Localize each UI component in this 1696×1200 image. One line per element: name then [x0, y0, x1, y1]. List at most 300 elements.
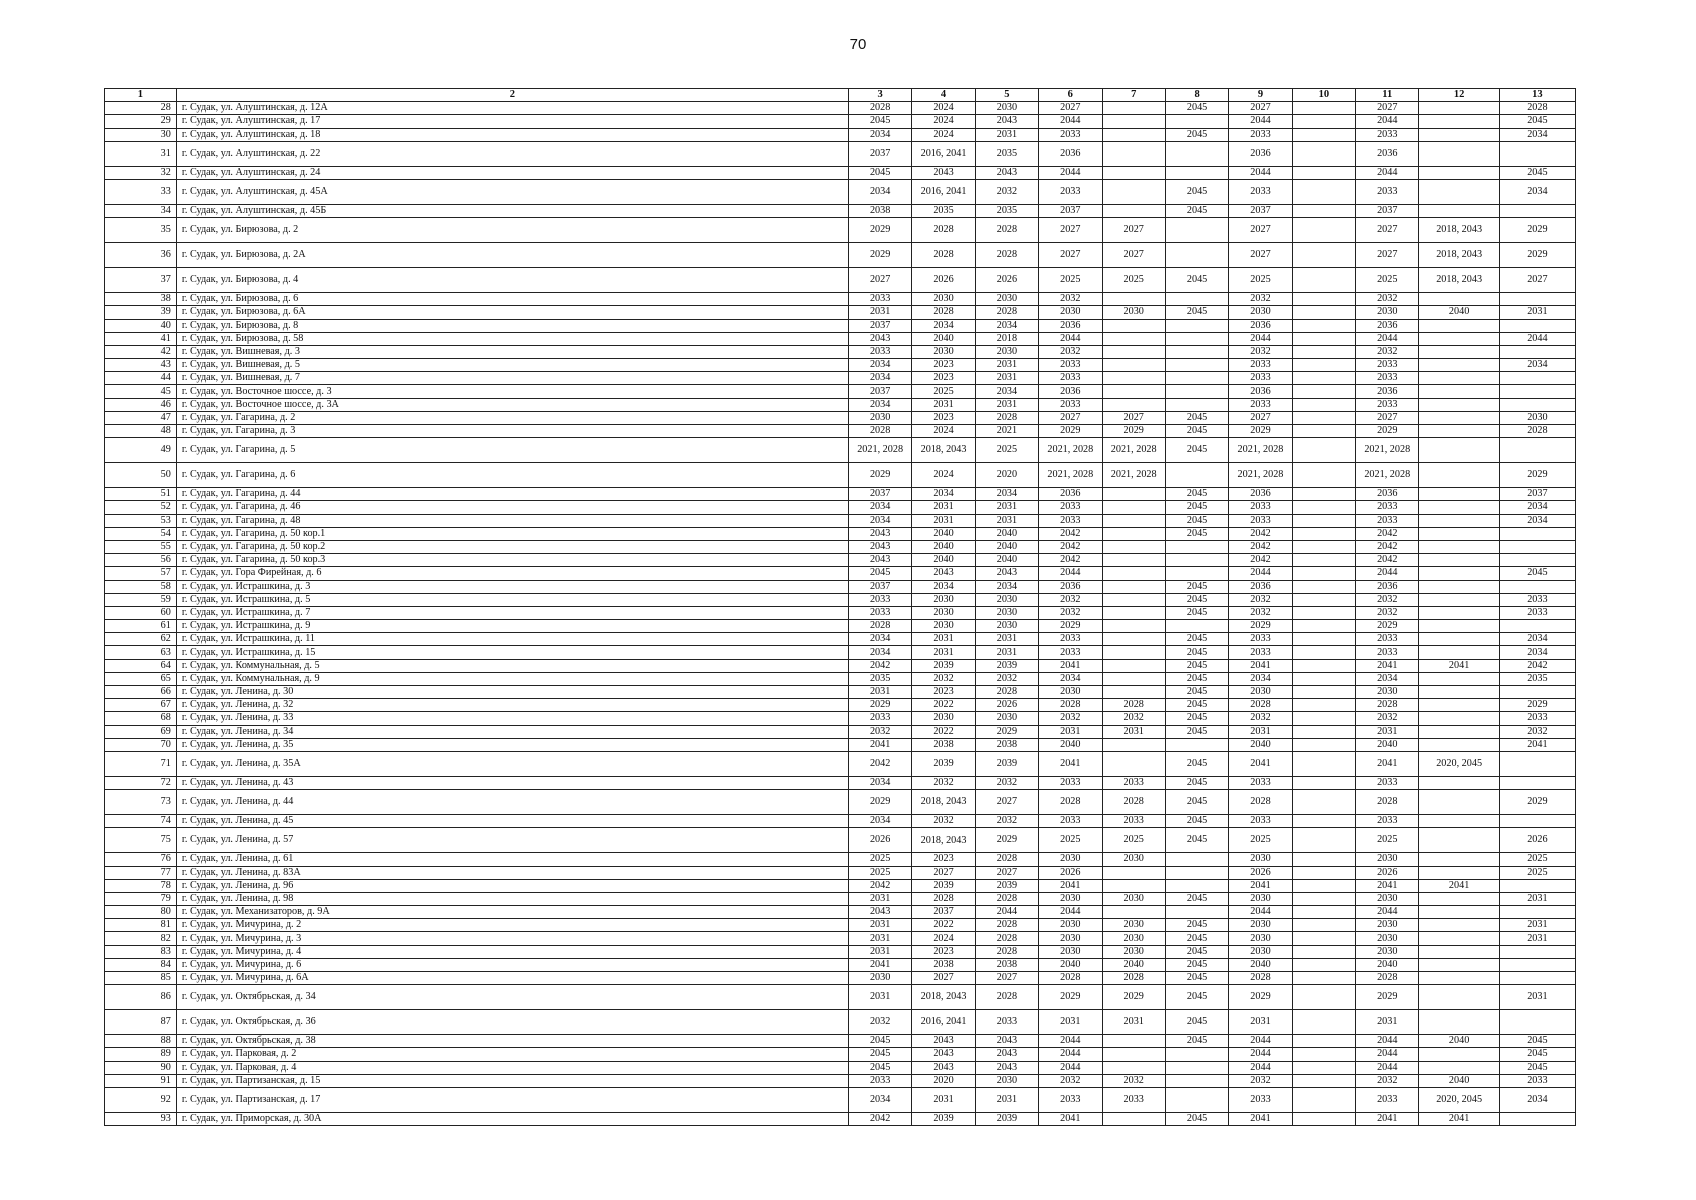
address-cell: г. Судак, ул. Истрашкина, д. 15	[176, 646, 848, 659]
address-cell: г. Судак, ул. Парковая, д. 2	[176, 1048, 848, 1061]
year-cell: 2043	[848, 332, 911, 345]
year-cell: 2027	[912, 972, 975, 985]
year-cell: 2040	[912, 540, 975, 553]
column-header-13: 13	[1499, 89, 1575, 102]
year-cell: 2034	[848, 128, 911, 141]
year-cell: 2030	[1229, 686, 1292, 699]
year-cell: 2045	[1165, 776, 1228, 789]
table-row	[105, 1074, 1576, 1087]
year-cell: 2033	[848, 1074, 911, 1087]
year-cell: 2025	[912, 385, 975, 398]
year-cell: 2031	[975, 514, 1038, 527]
row-number-cell: 72	[105, 776, 177, 789]
year-cell: 2028	[1229, 699, 1292, 712]
table-row	[105, 359, 1576, 372]
year-cell: 2030	[1356, 306, 1419, 319]
row-number-cell: 86	[105, 985, 177, 1010]
year-cell	[1292, 514, 1355, 527]
year-cell: 2033	[1229, 372, 1292, 385]
year-cell	[1292, 919, 1355, 932]
row-number-cell: 93	[105, 1112, 177, 1125]
column-header-4: 4	[912, 89, 975, 102]
year-cell	[1499, 776, 1575, 789]
year-cell: 2045	[1165, 815, 1228, 828]
year-cell: 2029	[1499, 790, 1575, 815]
year-cell: 2029	[1356, 620, 1419, 633]
year-cell: 2037	[912, 906, 975, 919]
address-cell: г. Судак, ул. Восточное шоссе, д. 3	[176, 385, 848, 398]
year-cell	[1292, 593, 1355, 606]
year-cell: 2031	[912, 501, 975, 514]
year-cell	[1419, 699, 1499, 712]
year-cell: 2045	[1165, 686, 1228, 699]
year-cell	[1165, 359, 1228, 372]
address-cell: г. Судак, ул. Алуштинская, д. 45Б	[176, 204, 848, 217]
year-cell	[1165, 218, 1228, 243]
table-row	[105, 514, 1576, 527]
year-cell: 2016, 2041	[912, 141, 975, 166]
table-row	[105, 527, 1576, 540]
year-cell: 2036	[1229, 488, 1292, 501]
year-cell	[1419, 815, 1499, 828]
row-number-cell: 52	[105, 501, 177, 514]
year-cell	[1499, 879, 1575, 892]
year-cell: 2027	[975, 790, 1038, 815]
year-cell: 2033	[1039, 398, 1102, 411]
year-cell	[1165, 866, 1228, 879]
year-cell: 2043	[912, 1061, 975, 1074]
table-row	[105, 1112, 1576, 1125]
year-cell: 2040	[912, 554, 975, 567]
year-cell	[1419, 438, 1499, 463]
year-cell	[1292, 672, 1355, 685]
year-cell: 2025	[1229, 268, 1292, 293]
year-cell: 2042	[848, 1112, 911, 1125]
year-cell	[1165, 906, 1228, 919]
year-cell	[1419, 204, 1499, 217]
year-cell: 2041	[1039, 1112, 1102, 1125]
year-cell	[1292, 985, 1355, 1010]
year-cell	[1499, 1010, 1575, 1035]
year-cell: 2044	[1039, 1061, 1102, 1074]
row-number-cell: 66	[105, 686, 177, 699]
table-row	[105, 411, 1576, 424]
year-cell: 2044	[1039, 115, 1102, 128]
year-cell: 2044	[1356, 332, 1419, 345]
year-cell: 2033	[848, 606, 911, 619]
year-cell: 2028	[848, 620, 911, 633]
year-cell: 2040	[1102, 958, 1165, 971]
year-cell: 2030	[975, 293, 1038, 306]
row-number-cell: 91	[105, 1074, 177, 1087]
table-row	[105, 919, 1576, 932]
year-cell: 2032	[1039, 293, 1102, 306]
row-number-cell: 78	[105, 879, 177, 892]
year-cell	[1419, 593, 1499, 606]
address-cell: г. Судак, ул. Алуштинская, д. 17	[176, 115, 848, 128]
year-cell: 2028	[912, 892, 975, 905]
year-cell	[1419, 712, 1499, 725]
year-cell: 2030	[1356, 892, 1419, 905]
year-cell	[1499, 620, 1575, 633]
year-cell: 2033	[1499, 606, 1575, 619]
table-row	[105, 102, 1576, 115]
year-cell	[1165, 567, 1228, 580]
year-cell: 2031	[1499, 985, 1575, 1010]
year-cell: 2042	[1229, 540, 1292, 553]
year-cell: 2034	[1499, 359, 1575, 372]
year-cell: 2027	[848, 268, 911, 293]
year-cell: 2033	[1229, 514, 1292, 527]
address-cell: г. Судак, ул. Гагарина, д. 44	[176, 488, 848, 501]
year-cell: 2034	[1356, 672, 1419, 685]
row-number-cell: 89	[105, 1048, 177, 1061]
year-cell: 2033	[1356, 501, 1419, 514]
address-cell: г. Судак, ул. Октябрьская, д. 34	[176, 985, 848, 1010]
table-row	[105, 932, 1576, 945]
year-cell: 2032	[1039, 593, 1102, 606]
year-cell: 2045	[1165, 268, 1228, 293]
year-cell: 2042	[1499, 659, 1575, 672]
year-cell: 2037	[848, 580, 911, 593]
year-cell: 2045	[1165, 828, 1228, 853]
year-cell: 2044	[1229, 166, 1292, 179]
year-cell: 2039	[912, 751, 975, 776]
header-row	[105, 89, 1576, 102]
year-cell: 2033	[1229, 128, 1292, 141]
year-cell: 2030	[1356, 686, 1419, 699]
table-row	[105, 128, 1576, 141]
year-cell	[1419, 866, 1499, 879]
year-cell: 2045	[1165, 204, 1228, 217]
year-cell: 2033	[1229, 1087, 1292, 1112]
year-cell	[1499, 527, 1575, 540]
year-cell	[1292, 776, 1355, 789]
year-cell: 2045	[1165, 306, 1228, 319]
year-cell: 2042	[1039, 540, 1102, 553]
year-cell	[1419, 828, 1499, 853]
year-cell	[1292, 738, 1355, 751]
year-cell	[1102, 879, 1165, 892]
year-cell	[1165, 166, 1228, 179]
year-cell: 2022	[912, 699, 975, 712]
address-cell: г. Судак, ул. Истрашкина, д. 11	[176, 633, 848, 646]
year-cell	[1102, 1035, 1165, 1048]
year-cell	[1102, 1061, 1165, 1074]
year-cell: 2027	[1356, 102, 1419, 115]
year-cell	[1499, 1112, 1575, 1125]
address-cell: г. Судак, ул. Ленина, д. 30	[176, 686, 848, 699]
year-cell: 2045	[1165, 751, 1228, 776]
year-cell: 2028	[975, 411, 1038, 424]
year-cell	[1499, 293, 1575, 306]
year-cell: 2045	[1165, 932, 1228, 945]
table-row	[105, 606, 1576, 619]
year-cell	[1292, 633, 1355, 646]
year-cell: 2040	[975, 527, 1038, 540]
year-cell	[1102, 567, 1165, 580]
year-cell: 2030	[1102, 853, 1165, 866]
address-cell: г. Судак, ул. Восточное шоссе, д. 3А	[176, 398, 848, 411]
year-cell: 2033	[1229, 359, 1292, 372]
year-cell: 2040	[912, 527, 975, 540]
row-number-cell: 54	[105, 527, 177, 540]
year-cell	[1102, 1048, 1165, 1061]
year-cell	[1419, 554, 1499, 567]
address-cell: г. Судак, ул. Октябрьская, д. 36	[176, 1010, 848, 1035]
table-row	[105, 985, 1576, 1010]
year-cell: 2025	[1499, 866, 1575, 879]
year-cell: 2027	[975, 972, 1038, 985]
year-cell	[1165, 879, 1228, 892]
address-cell: г. Судак, ул. Ленина, д. 98	[176, 892, 848, 905]
year-cell	[1419, 293, 1499, 306]
year-cell: 2030	[1229, 945, 1292, 958]
table-row	[105, 345, 1576, 358]
year-cell: 2045	[1165, 580, 1228, 593]
year-cell: 2044	[1039, 166, 1102, 179]
year-cell: 2042	[1229, 527, 1292, 540]
year-cell: 2044	[1039, 906, 1102, 919]
row-number-cell: 68	[105, 712, 177, 725]
year-cell: 2032	[1229, 712, 1292, 725]
year-cell: 2043	[848, 540, 911, 553]
year-cell: 2016, 2041	[912, 1010, 975, 1035]
year-cell: 2029	[848, 790, 911, 815]
address-cell: г. Судак, ул. Алуштинская, д. 18	[176, 128, 848, 141]
row-number-cell: 49	[105, 438, 177, 463]
year-cell: 2045	[1165, 488, 1228, 501]
year-cell: 2033	[1229, 776, 1292, 789]
year-cell	[1292, 102, 1355, 115]
year-cell: 2042	[848, 879, 911, 892]
year-cell	[1292, 319, 1355, 332]
year-cell: 2034	[912, 580, 975, 593]
year-cell: 2029	[1499, 463, 1575, 488]
year-cell: 2034	[912, 488, 975, 501]
year-cell: 2042	[1356, 540, 1419, 553]
address-cell: г. Судак, ул. Бирюзова, д. 6А	[176, 306, 848, 319]
year-cell	[1292, 179, 1355, 204]
year-cell: 2032	[848, 725, 911, 738]
year-cell: 2040	[1229, 958, 1292, 971]
year-cell: 2018, 2043	[912, 438, 975, 463]
year-cell	[1292, 1010, 1355, 1035]
year-cell: 2030	[1102, 945, 1165, 958]
year-cell: 2030	[1039, 306, 1102, 319]
year-cell: 2031	[848, 919, 911, 932]
address-cell: г. Судак, ул. Бирюзова, д. 6	[176, 293, 848, 306]
year-cell	[1292, 1112, 1355, 1125]
row-number-cell: 30	[105, 128, 177, 141]
year-cell: 2028	[848, 425, 911, 438]
year-cell: 2033	[1499, 1074, 1575, 1087]
year-cell	[1499, 540, 1575, 553]
address-cell: г. Судак, ул. Гора Фирейная, д. 6	[176, 567, 848, 580]
year-cell: 2027	[1102, 243, 1165, 268]
year-cell: 2030	[1102, 932, 1165, 945]
year-cell: 2028	[1039, 699, 1102, 712]
year-cell: 2023	[912, 359, 975, 372]
year-cell: 2027	[1039, 411, 1102, 424]
year-cell	[1102, 580, 1165, 593]
table-row	[105, 738, 1576, 751]
year-cell: 2031	[848, 945, 911, 958]
address-cell: г. Судак, ул. Мичурина, д. 3	[176, 932, 848, 945]
year-cell: 2043	[912, 166, 975, 179]
row-number-cell: 61	[105, 620, 177, 633]
address-cell: г. Судак, ул. Ленина, д. 35	[176, 738, 848, 751]
year-cell: 2026	[975, 268, 1038, 293]
year-cell: 2030	[1039, 853, 1102, 866]
year-cell: 2026	[1499, 828, 1575, 853]
year-cell: 2018, 2043	[1419, 218, 1499, 243]
year-cell	[1419, 919, 1499, 932]
year-cell: 2028	[1102, 972, 1165, 985]
year-cell: 2025	[1356, 268, 1419, 293]
table-row	[105, 306, 1576, 319]
year-cell: 2045	[1499, 1035, 1575, 1048]
year-cell	[1292, 359, 1355, 372]
year-cell: 2031	[848, 932, 911, 945]
year-cell	[1165, 243, 1228, 268]
year-cell	[1102, 332, 1165, 345]
address-cell: г. Судак, ул. Вишневая, д. 5	[176, 359, 848, 372]
year-cell: 2044	[1499, 332, 1575, 345]
column-header-10: 10	[1292, 89, 1355, 102]
year-cell: 2018, 2043	[912, 828, 975, 853]
year-cell: 2035	[975, 204, 1038, 217]
row-number-cell: 56	[105, 554, 177, 567]
year-cell	[1419, 790, 1499, 815]
year-cell	[1419, 540, 1499, 553]
year-cell	[1419, 514, 1499, 527]
year-cell: 2025	[1499, 853, 1575, 866]
year-cell: 2033	[1039, 128, 1102, 141]
year-cell	[1419, 385, 1499, 398]
year-cell	[1165, 345, 1228, 358]
year-cell	[1165, 385, 1228, 398]
year-cell: 2028	[912, 218, 975, 243]
year-cell: 2030	[1229, 306, 1292, 319]
year-cell: 2034	[1499, 633, 1575, 646]
year-cell	[1419, 853, 1499, 866]
table-row	[105, 463, 1576, 488]
year-cell: 2039	[975, 879, 1038, 892]
year-cell	[1292, 372, 1355, 385]
address-cell: г. Судак, ул. Гагарина, д. 50 кор.2	[176, 540, 848, 553]
year-cell: 2030	[1102, 892, 1165, 905]
year-cell: 2039	[975, 1112, 1038, 1125]
year-cell	[1419, 972, 1499, 985]
table-row	[105, 540, 1576, 553]
year-cell: 2031	[1102, 1010, 1165, 1035]
row-number-cell: 39	[105, 306, 177, 319]
year-cell	[1419, 463, 1499, 488]
year-cell: 2029	[1229, 985, 1292, 1010]
year-cell	[1102, 906, 1165, 919]
year-cell	[1102, 166, 1165, 179]
year-cell	[1102, 686, 1165, 699]
address-cell: г. Судак, ул. Истрашкина, д. 7	[176, 606, 848, 619]
year-cell	[1419, 501, 1499, 514]
year-cell: 2026	[848, 828, 911, 853]
year-cell: 2037	[848, 141, 911, 166]
year-cell: 2045	[1165, 659, 1228, 672]
year-cell: 2033	[1039, 179, 1102, 204]
year-cell: 2033	[1356, 646, 1419, 659]
year-cell: 2038	[912, 958, 975, 971]
table-row	[105, 1087, 1576, 1112]
year-cell: 2029	[1039, 425, 1102, 438]
year-cell: 2036	[1229, 319, 1292, 332]
year-cell: 2042	[848, 659, 911, 672]
year-cell: 2029	[1499, 218, 1575, 243]
year-cell: 2031	[1356, 725, 1419, 738]
row-number-cell: 37	[105, 268, 177, 293]
address-cell: г. Судак, ул. Бирюзова, д. 4	[176, 268, 848, 293]
year-cell: 2034	[975, 319, 1038, 332]
year-cell: 2044	[1229, 1035, 1292, 1048]
year-cell: 2021, 2028	[1039, 438, 1102, 463]
year-cell: 2032	[1356, 1074, 1419, 1087]
year-cell: 2027	[1229, 243, 1292, 268]
year-cell	[1165, 115, 1228, 128]
year-cell: 2036	[1039, 488, 1102, 501]
year-cell	[1292, 906, 1355, 919]
year-cell: 2030	[1356, 932, 1419, 945]
table-row	[105, 672, 1576, 685]
year-cell: 2041	[848, 958, 911, 971]
year-cell: 2027	[1102, 218, 1165, 243]
year-cell: 2029	[1102, 985, 1165, 1010]
year-cell: 2044	[1229, 567, 1292, 580]
table-row	[105, 204, 1576, 217]
row-number-cell: 75	[105, 828, 177, 853]
year-cell: 2031	[1229, 725, 1292, 738]
year-cell: 2030	[975, 606, 1038, 619]
year-cell	[1419, 958, 1499, 971]
year-cell: 2032	[1356, 293, 1419, 306]
row-number-cell: 87	[105, 1010, 177, 1035]
year-cell: 2040	[1419, 1035, 1499, 1048]
year-cell: 2032	[912, 672, 975, 685]
year-cell: 2036	[1039, 141, 1102, 166]
year-cell: 2033	[1102, 776, 1165, 789]
year-cell	[1419, 580, 1499, 593]
year-cell: 2034	[848, 815, 911, 828]
address-cell: г. Судак, ул. Бирюзова, д. 8	[176, 319, 848, 332]
table-row	[105, 1048, 1576, 1061]
year-cell	[1292, 606, 1355, 619]
year-cell: 2042	[1039, 554, 1102, 567]
year-cell: 2031	[912, 633, 975, 646]
year-cell: 2031	[1499, 919, 1575, 932]
row-number-cell: 41	[105, 332, 177, 345]
year-cell: 2028	[975, 945, 1038, 958]
year-cell: 2040	[1356, 958, 1419, 971]
year-cell	[1419, 985, 1499, 1010]
year-cell: 2037	[1499, 488, 1575, 501]
year-cell: 2045	[1165, 102, 1228, 115]
year-cell: 2034	[975, 580, 1038, 593]
row-number-cell: 76	[105, 853, 177, 866]
year-cell: 2038	[975, 958, 1038, 971]
year-cell	[1165, 463, 1228, 488]
year-cell	[1419, 527, 1499, 540]
address-cell: г. Судак, ул. Мичурина, д. 6А	[176, 972, 848, 985]
year-cell: 2045	[1165, 790, 1228, 815]
